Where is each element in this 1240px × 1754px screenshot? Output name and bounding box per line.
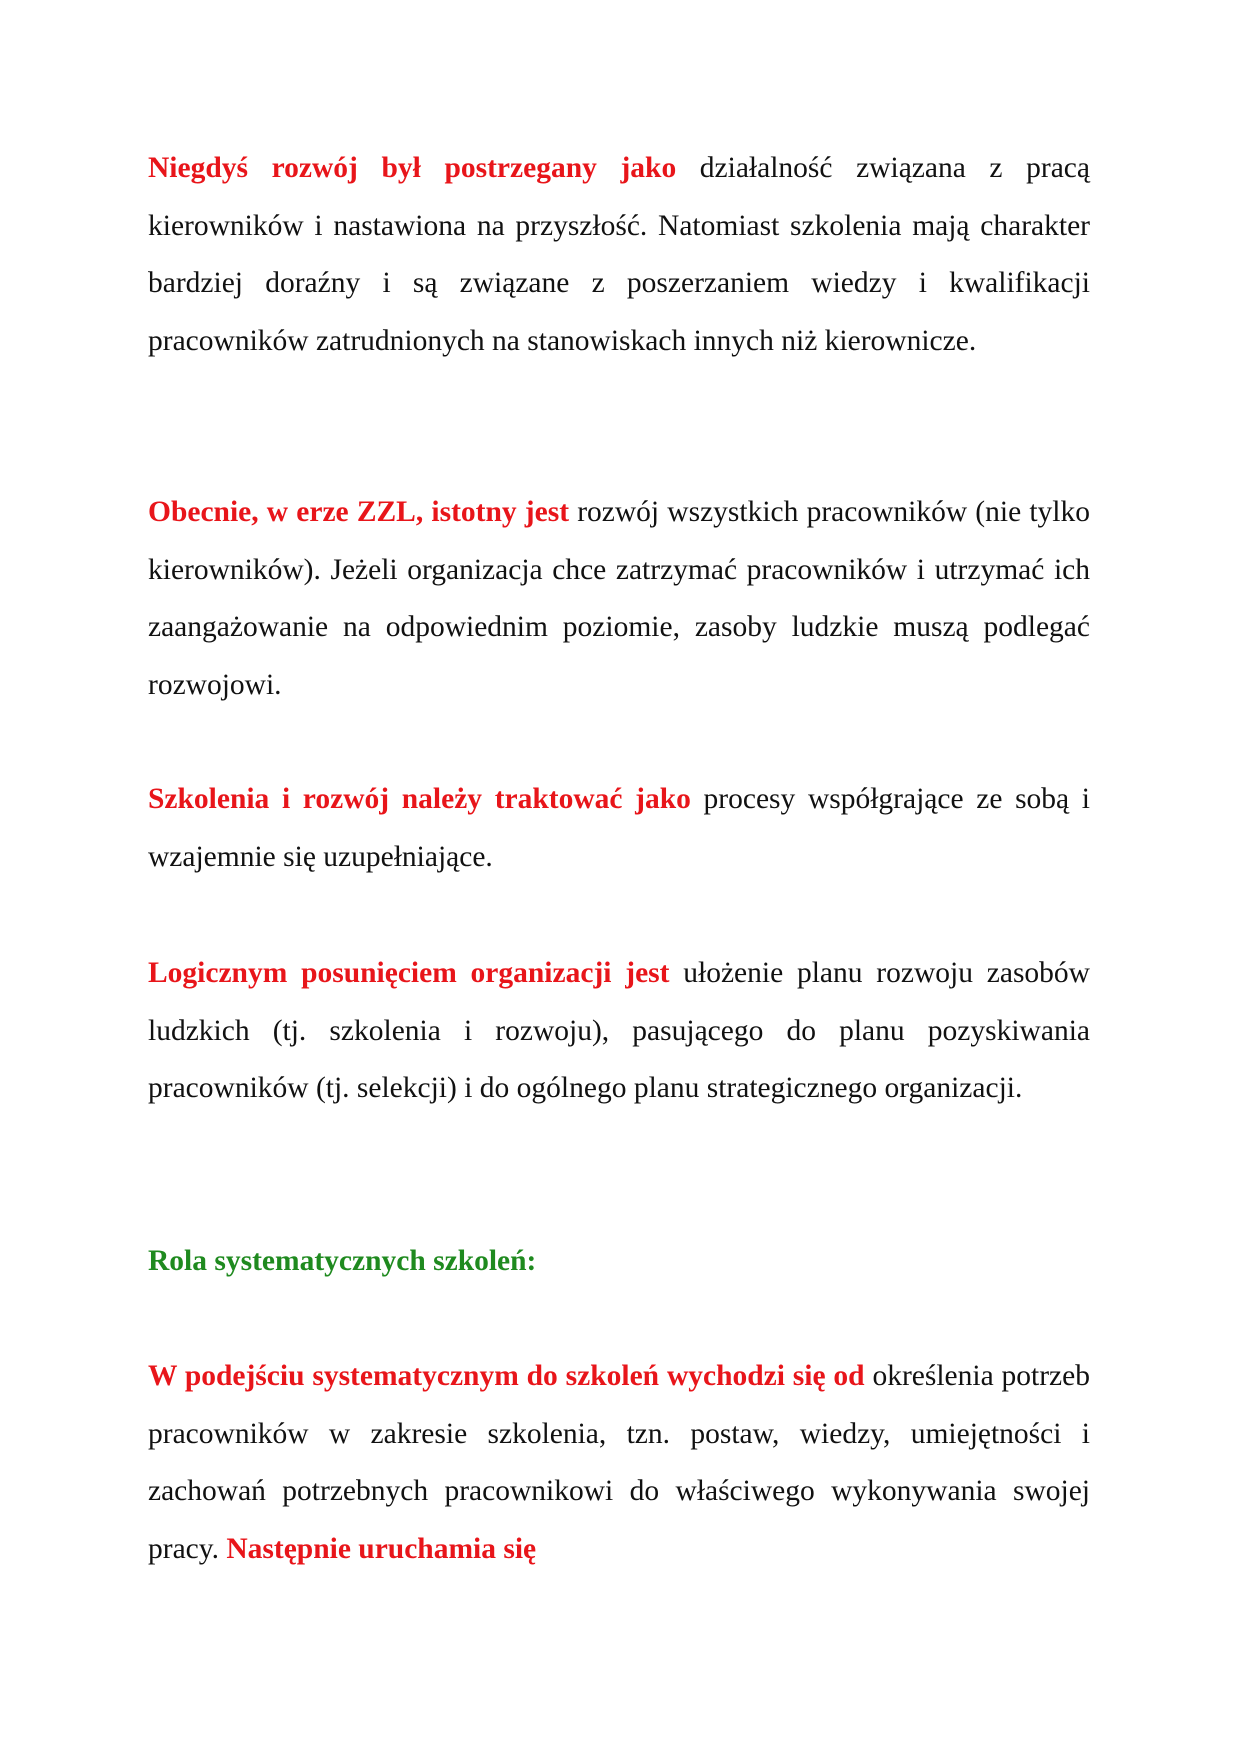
paragraph-body: procesy współgrające ze sobą i wzajemnie się uzupełniające. [148,783,1091,873]
paragraph-szkolenia-i-rozwoj [148,771,1090,886]
section-heading: Rola systematycznych szkoleń: [148,1245,537,1277]
highlight-lead: W podejściu systematycznym do szkoleń wychodzi się od [148,1360,865,1392]
highlight-lead: Logicznym posunięciem organizacji jest [148,957,670,989]
paragraph-body: działalność związana z pracą kierowników i nastawiona na przyszłość. Natomiast szkolenia mają charakter bardziej doraźny i są związane z poszerzaniem wiedzy i kwalifikacji pracowników zatrudnionych na stanowiskach innych niż kierownicze. [148,152,1090,357]
paragraph-body: ułożenie planu rozwoju zasobów ludzkich (tj. szkolenia i rozwoju), pasującego do planu pozyskiwania pracowników (tj. selekcji) i do ogólnego planu strategicznego organizacji. [148,957,1090,1104]
paragraph-logicznym-posunieciem [148,945,1090,1118]
highlight-tail: Następnie uruchamia się [226,1532,537,1565]
highlight-lead: Niegdyś rozwój był postrzegany jako [148,152,677,184]
paragraph-body: określenia potrzeb pracowników w zakresie szkolenia, tzn. postaw, wiedzy, umiejętności i zachowań potrzebnych pracownikowi do właściwego wykonywania swojej pracy. [148,1360,1090,1565]
paragraph-rozwoj-niegdys [148,140,1090,370]
paragraph-obecnie-zzl [148,484,1090,714]
highlight-lead: Szkolenia i rozwój należy traktować jako [148,783,691,815]
paragraph-body: rozwój wszystkich pracowników (nie tylko kierowników). Jeżeli organizacja chce zatrzymać pracowników i utrzymać ich zaangażowanie na odpowiednim poziomie, zasoby ludzkie muszą podlegać rozwojowi. [148,496,1090,701]
highlight-lead: Obecnie, w erze ZZL, istotny jest [148,496,570,528]
paragraph-podejscie-systematyczne [148,1348,1090,1578]
